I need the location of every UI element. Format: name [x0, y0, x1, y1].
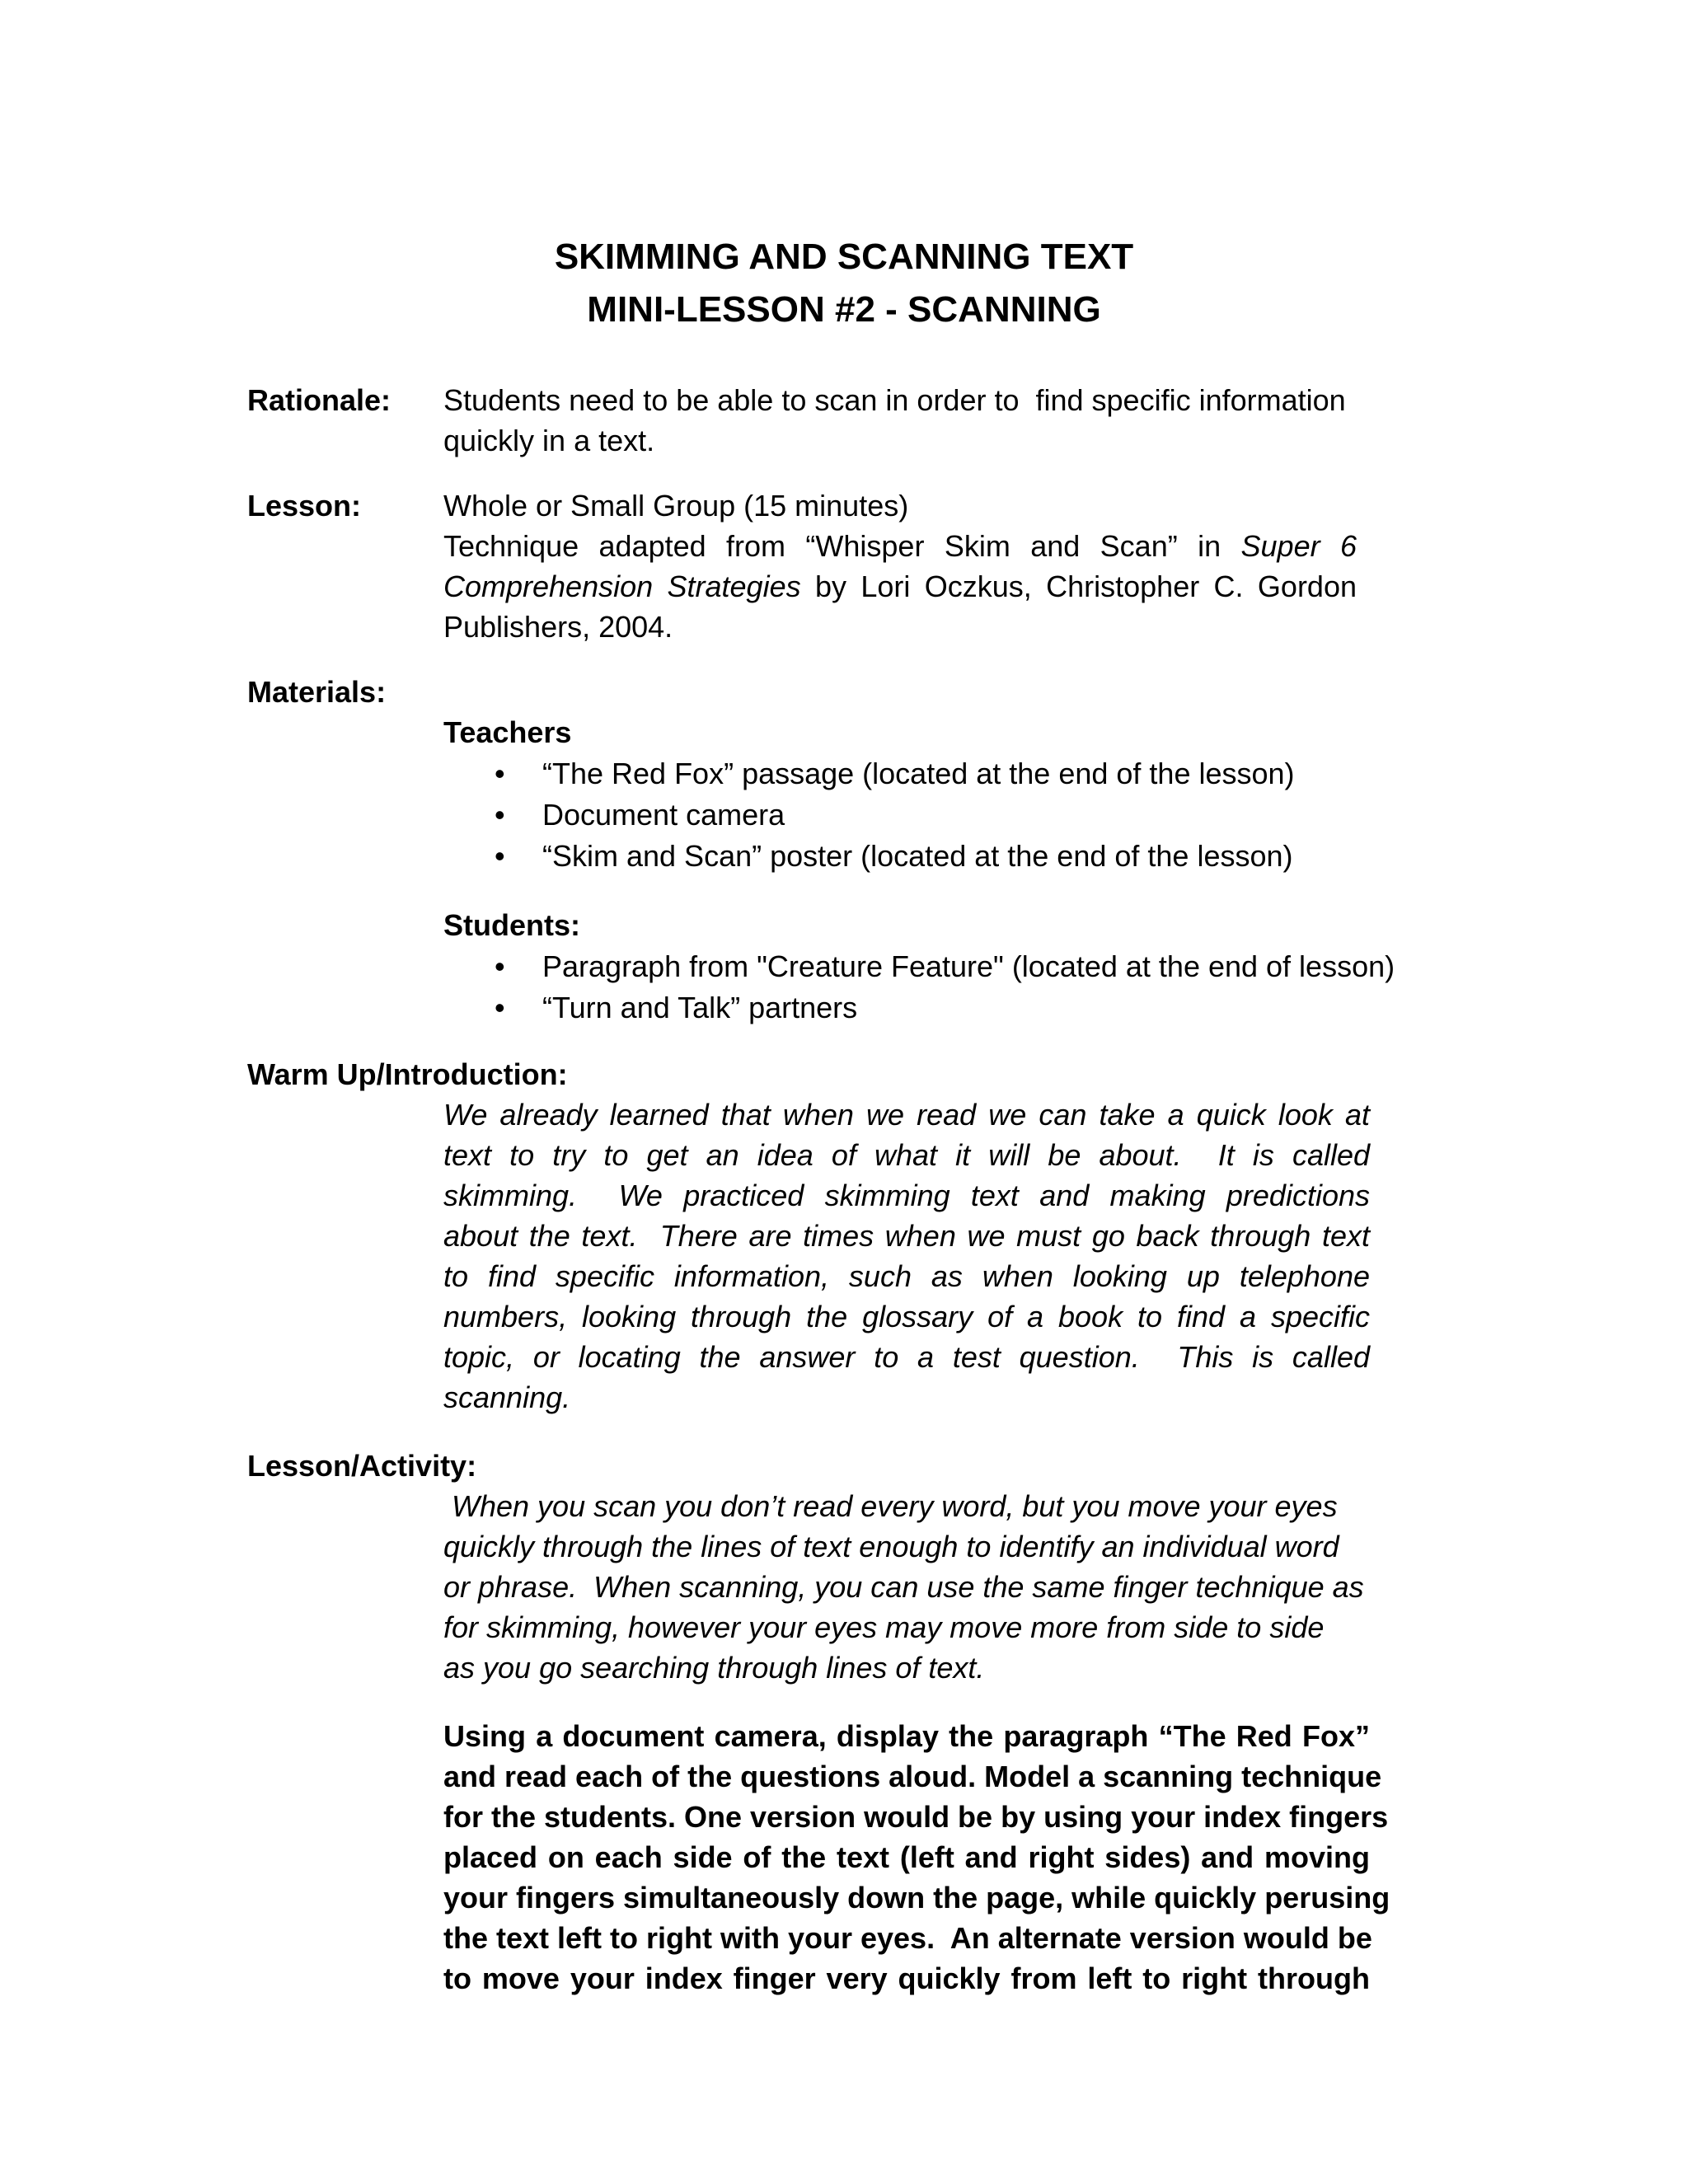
- activity-bold-line: placed on each side of the text (left and right sides) and moving: [443, 1840, 1370, 1874]
- lesson-label: Lesson:: [247, 489, 362, 523]
- lesson-line: [443, 526, 1357, 566]
- document-subtitle: MINI-LESSON #2 - SCANNING: [587, 289, 1101, 330]
- lesson-line: Whole or Small Group (15 minutes): [443, 489, 909, 523]
- activity-line: When you scan you don’t read every word, but you move your eyes: [443, 1489, 1338, 1523]
- lesson-line: Publishers, 2004.: [443, 610, 673, 644]
- lesson-line-text: Technique adapted from “Whisper Skim and Scan” in: [443, 529, 1241, 563]
- students-list: [443, 946, 1395, 1029]
- activity-bold-line: and read each of the questions aloud. Model a scanning technique: [443, 1760, 1382, 1793]
- lesson-line-text: by Lori Oczkus, Christopher C. Gordon: [800, 569, 1357, 603]
- list-item-text: Document camera: [542, 798, 785, 832]
- activity-bold-line: for the students. One version would be by using your index fingers: [443, 1800, 1389, 1834]
- document-title: SKIMMING AND SCANNING TEXT: [554, 237, 1134, 277]
- list-item: [443, 946, 1395, 987]
- activity-bold-line: Using a document camera, display the paragraph “The Red Fox”: [443, 1719, 1370, 1753]
- rationale-line: Students need to be able to scan in order to find specific information: [443, 383, 1346, 417]
- bullet-icon: •: [495, 991, 505, 1024]
- activity-bold-line: the text left to right with your eyes. An alternate version would be: [443, 1921, 1372, 1955]
- list-item-text: “Skim and Scan” poster (located at the end of the lesson): [542, 839, 1293, 873]
- materials-label: Materials:: [247, 675, 387, 709]
- activity-label: Lesson/Activity:: [247, 1449, 477, 1483]
- warmup-line: numbers, looking through the glossary of a book to find a specific: [443, 1300, 1370, 1333]
- students-heading: Students:: [443, 908, 580, 942]
- list-item: [443, 753, 1295, 794]
- warmup-label: Warm Up/Introduction:: [247, 1057, 568, 1091]
- rationale-text: [443, 380, 1370, 461]
- list-item: [443, 836, 1295, 877]
- teachers-list: [443, 753, 1295, 877]
- activity-line: quickly through the lines of text enough to identify an individual word: [443, 1530, 1339, 1563]
- activity-line: for skimming, however your eyes may move more from side to side: [443, 1610, 1325, 1644]
- activity-line: or phrase. When scanning, you can use the same finger technique as: [443, 1570, 1364, 1604]
- bullet-icon: •: [495, 949, 505, 983]
- bullet-icon: •: [495, 798, 505, 832]
- activity-bold-text: [443, 1716, 1390, 1999]
- rationale-line: quickly in a text.: [443, 424, 655, 457]
- lesson-text: [443, 485, 1370, 647]
- list-item: [443, 794, 1295, 836]
- list-item-text: Paragraph from "Creature Feature" (located at the end of lesson): [542, 949, 1395, 983]
- warmup-line: text to try to get an idea of what it will be about. It is called: [443, 1138, 1370, 1172]
- bullet-icon: •: [495, 757, 505, 790]
- list-item: [443, 987, 1395, 1029]
- warmup-line: skimming. We practiced skimming text and making predictions: [443, 1179, 1370, 1212]
- book-title-part: Super 6: [1240, 529, 1357, 563]
- activity-line: as you go searching through lines of text.: [443, 1651, 985, 1685]
- warmup-line: scanning.: [443, 1380, 571, 1414]
- warmup-line: topic, or locating the answer to a test question. This is called: [443, 1340, 1370, 1374]
- warmup-line: We already learned that when we read we can take a quick look at: [443, 1098, 1370, 1132]
- list-item-text: “The Red Fox” passage (located at the end of the lesson): [542, 757, 1295, 790]
- activity-bold-line: your fingers simultaneously down the page, while quickly perusing: [443, 1881, 1390, 1915]
- teachers-heading: Teachers: [443, 715, 572, 749]
- lesson-line: [443, 566, 1357, 607]
- list-item-text: “Turn and Talk” partners: [542, 991, 858, 1024]
- activity-italic-text: [443, 1486, 1370, 1688]
- activity-bold-line: to move your index finger very quickly from left to right through: [443, 1961, 1370, 1995]
- book-title-part: Comprehension Strategies: [443, 569, 801, 603]
- warmup-line: to find specific information, such as when looking up telephone: [443, 1259, 1370, 1293]
- bullet-icon: •: [495, 839, 505, 873]
- warmup-line: about the text. There are times when we must go back through text: [443, 1219, 1370, 1253]
- warmup-text: [443, 1094, 1370, 1418]
- rationale-label: Rationale:: [247, 383, 392, 417]
